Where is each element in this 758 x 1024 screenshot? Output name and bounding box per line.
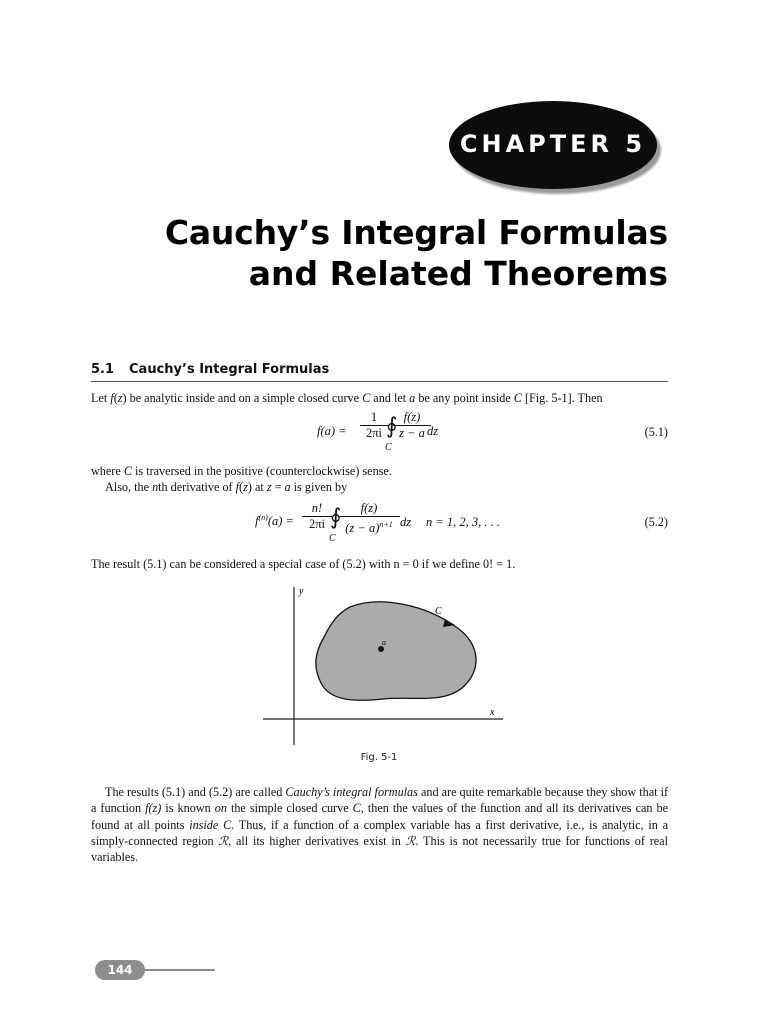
page-number-rule: [143, 969, 215, 971]
eq1-numerator: 1: [360, 410, 388, 426]
text: f: [255, 514, 259, 529]
eq2-denominator: 2πi: [308, 517, 326, 531]
page-number: 144: [95, 960, 145, 980]
text: ) at: [247, 480, 267, 495]
text: , then the values of the function and all its derivatives can be found at all points: [91, 801, 669, 832]
text: z: [117, 391, 123, 405]
eq1-fraction: [360, 410, 388, 441]
text: is traversed in the positive (counterclockwise) sense.: [131, 464, 392, 478]
text: [Fig. 5-1]. Then: [521, 391, 603, 405]
x-axis-label: x: [490, 707, 495, 718]
text: (z − a): [345, 521, 380, 536]
text: (: [113, 391, 118, 405]
eq1-number: (5.1): [644, 425, 668, 439]
eq2-numerator: n!: [302, 501, 332, 517]
text: (n): [258, 513, 268, 522]
text: f: [235, 480, 240, 495]
paragraph-intro: [91, 390, 668, 406]
paragraph-traversal: [91, 463, 668, 496]
text: and are quite remarkable because they show that if a function: [91, 785, 669, 816]
eq1-integrand: [393, 410, 431, 441]
text: C: [223, 817, 232, 832]
text: on: [214, 801, 227, 816]
chapter-badge: [449, 101, 661, 193]
text: th derivative of: [158, 480, 236, 495]
eq1-dz: dz: [427, 424, 439, 438]
text: C: [352, 801, 361, 816]
text: ) be analytic inside and on a simple closed curve: [122, 391, 363, 405]
contour-integral-icon: ∮: [386, 413, 398, 438]
text: z: [243, 480, 248, 495]
text: inside: [189, 817, 219, 832]
eq2-condition: n = 1, 2, 3, . . .: [426, 515, 501, 529]
text: ℛ: [405, 833, 416, 848]
y-axis-label: y: [299, 586, 304, 597]
chapter-title: [108, 212, 668, 294]
text: f(z): [145, 801, 162, 816]
eq1-denominator: 2πi: [365, 426, 383, 440]
eq2-number: (5.2): [644, 515, 668, 529]
eq2-integrand: [338, 501, 400, 536]
section-title: Cauchy’s Integral Formulas: [129, 362, 330, 377]
text: Also, the: [105, 480, 153, 495]
text: Cauchy’s integral formulas: [285, 785, 418, 799]
text: n: [152, 480, 159, 495]
eq2-integrand-numerator: f(z): [338, 501, 400, 517]
closed-curve-region: [316, 602, 476, 700]
eq1-lhs: f(a) =: [317, 424, 347, 438]
figure-5-1: [258, 585, 508, 750]
eq1-contour-label: C: [385, 442, 392, 453]
text: a: [284, 480, 291, 495]
text: . Thus, if a function of a complex variable has a first derivative, i.e., is analytic, in a simply-connected region: [91, 817, 668, 848]
text: , all its higher derivatives exist in: [228, 833, 406, 848]
text: where: [91, 464, 124, 478]
chapter-title-line1: Cauchy’s Integral Formulas: [164, 213, 668, 252]
curve-label: C: [435, 606, 442, 617]
text: =: [271, 480, 285, 495]
chapter-title-line2: and Related Theorems: [248, 254, 668, 293]
eq2-fraction: [302, 501, 332, 532]
text: (: [239, 480, 244, 495]
figure-caption: Fig. 5-1: [360, 752, 398, 763]
chapter-label: CHAPTER 5: [459, 130, 647, 158]
paragraph-cauchy-remarks: [91, 784, 668, 865]
eq2-lhs: [255, 513, 294, 529]
contour-integral-icon: ∮: [330, 504, 342, 529]
eq1-integrand-numerator: f(z): [393, 410, 431, 426]
section-number: 5.1: [91, 362, 115, 377]
point-label: a: [382, 638, 386, 647]
text: the simple closed curve: [226, 801, 353, 816]
eq2-contour-label: C: [329, 533, 336, 544]
text: z: [266, 480, 272, 495]
text: and let: [370, 391, 410, 405]
text: is known: [161, 801, 215, 816]
eq1-integrand-denominator: z − a: [399, 426, 425, 440]
text: n+1: [379, 520, 393, 529]
text: is given by: [290, 480, 348, 495]
paragraph-special-case: The result (5.1) can be considered a special case of (5.2) with n = 0 if we define 0! = 1.: [91, 557, 516, 571]
text: C: [123, 464, 132, 478]
text: . This is not necessarily true for functions of real variables.: [91, 833, 668, 865]
text: be any point inside: [415, 391, 514, 405]
text: The results (5.1) and (5.2) are called: [105, 785, 286, 799]
text: ℛ: [218, 833, 229, 848]
section-heading: [91, 362, 668, 382]
text: a: [409, 391, 416, 405]
text: Let: [91, 391, 111, 405]
text: C: [513, 391, 522, 405]
text: C: [362, 391, 371, 405]
text: f: [110, 391, 114, 405]
text: (a) =: [267, 514, 294, 529]
eq2-dz: dz: [400, 515, 412, 529]
